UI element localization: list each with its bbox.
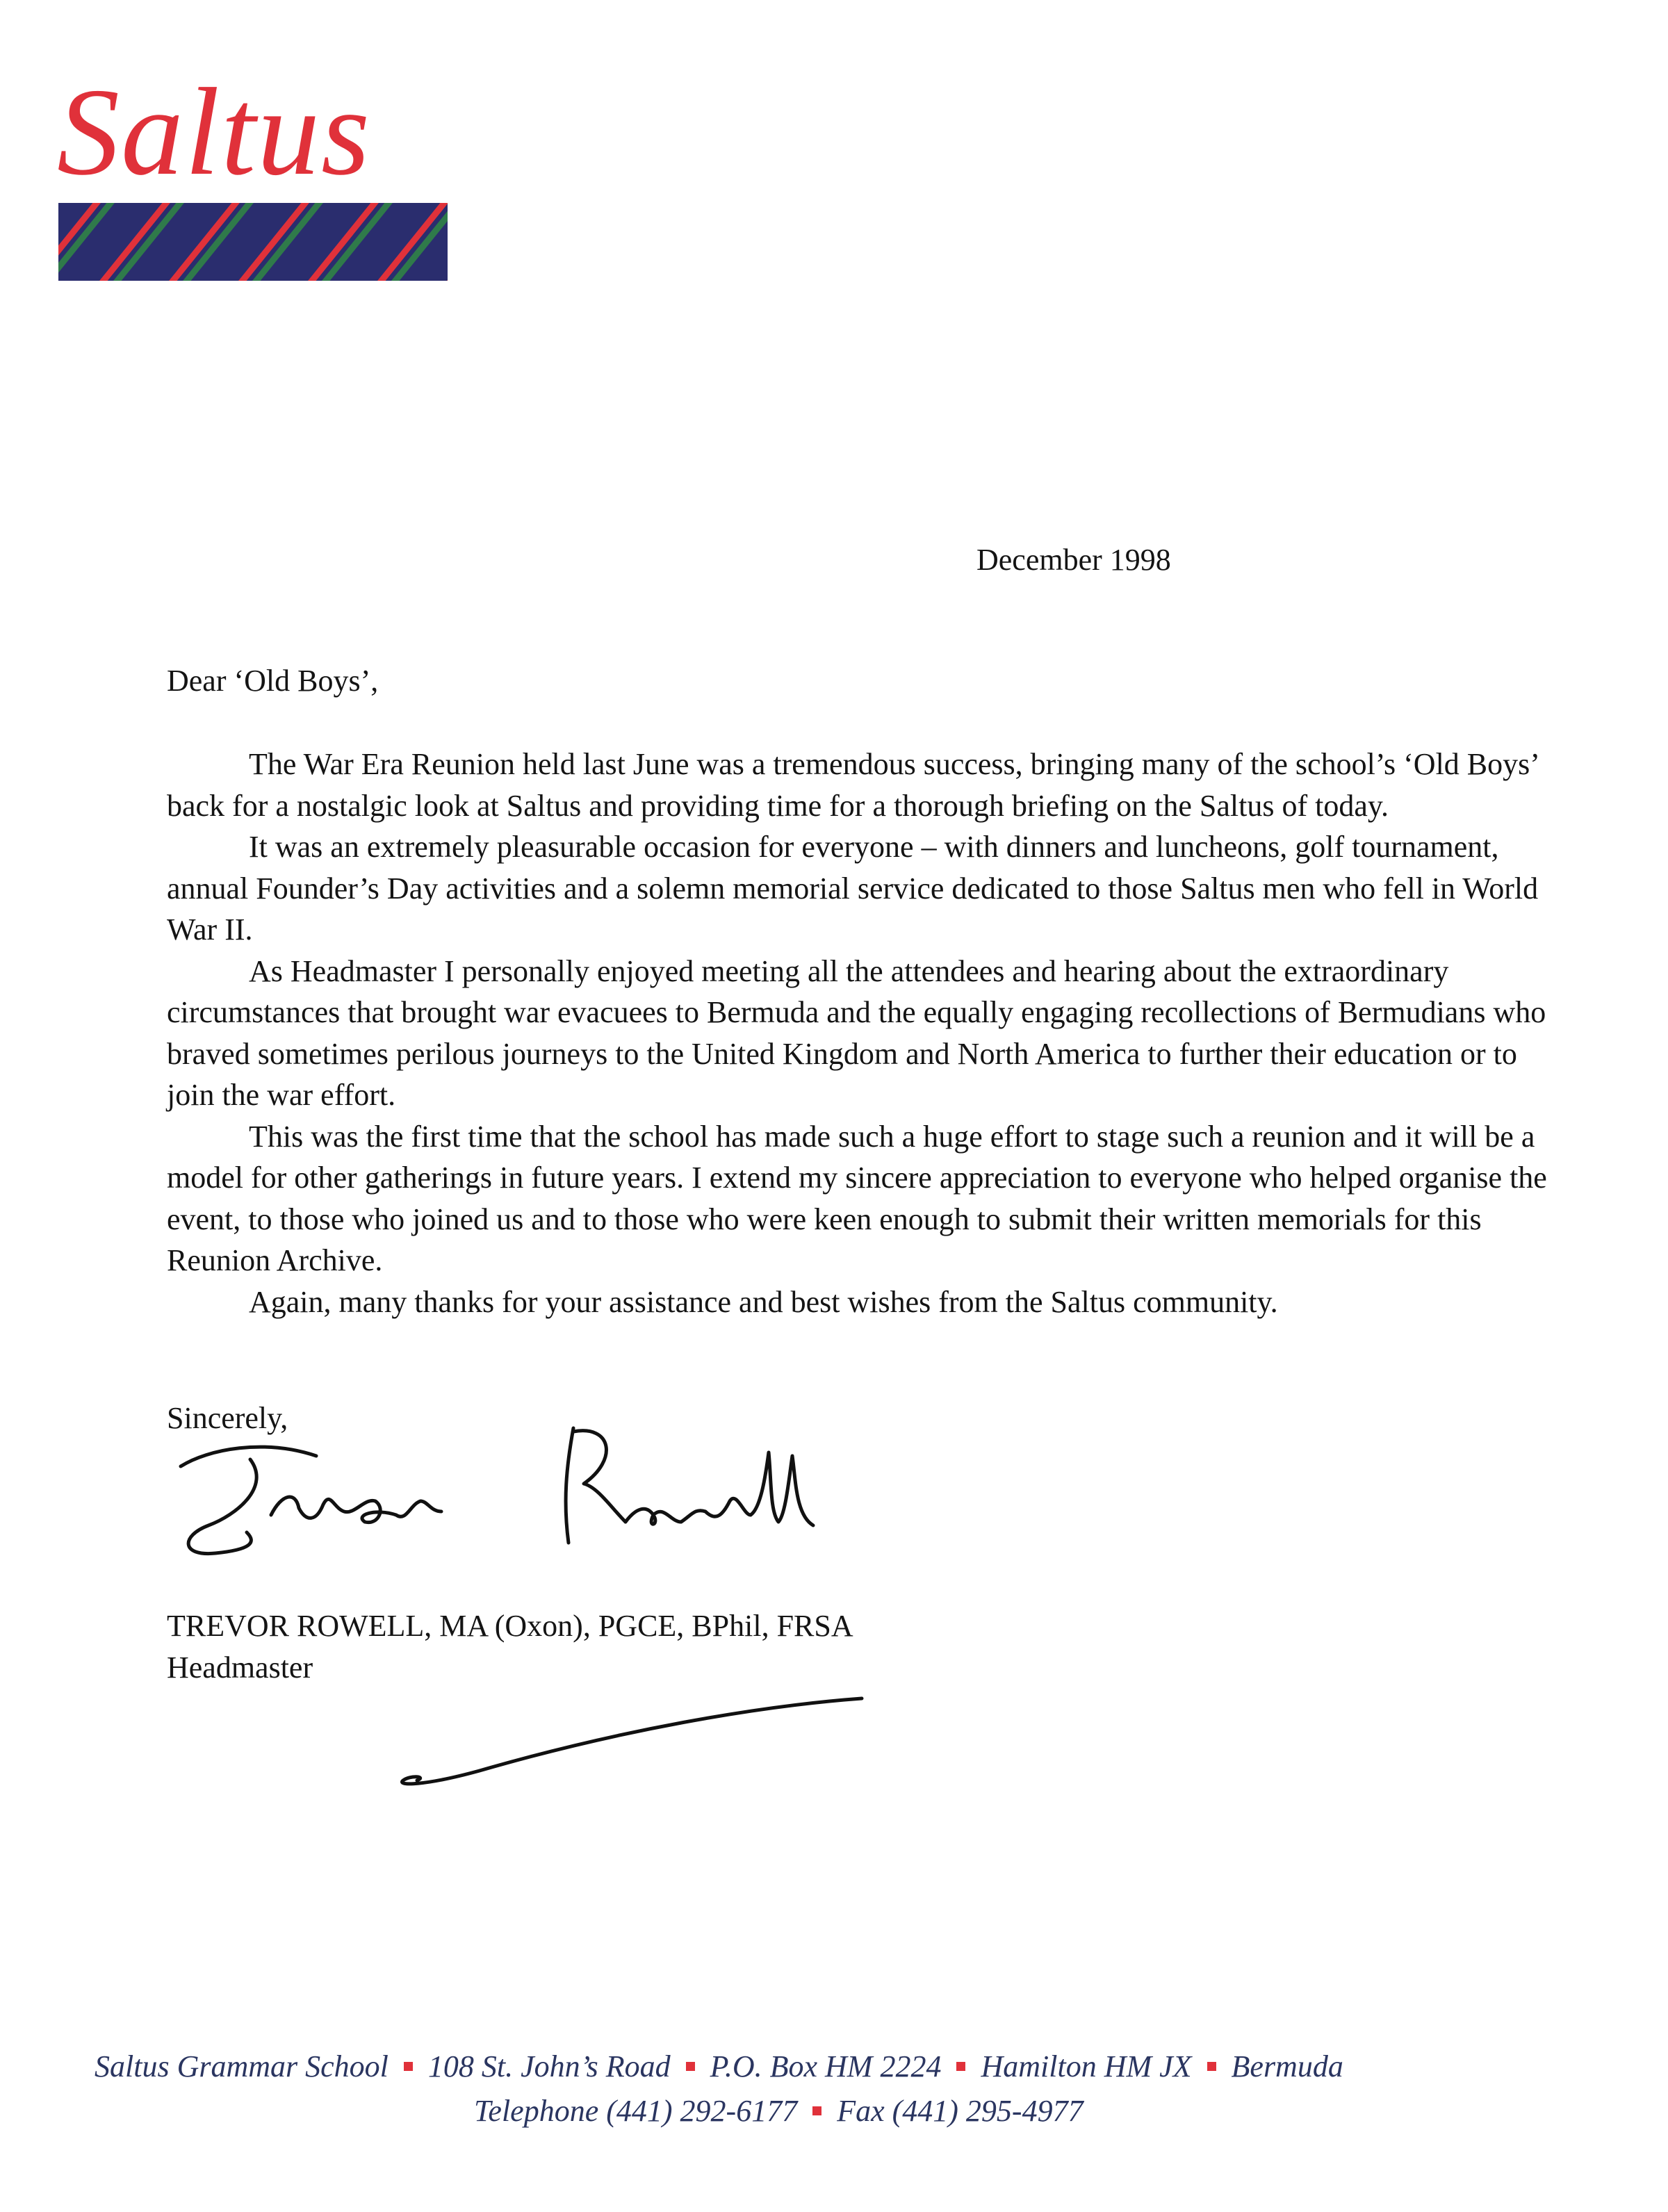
footer-address-line xyxy=(95,2045,1343,2089)
paragraph: Again, many thanks for your assistance and best wishes from the Saltus community. xyxy=(249,1284,1278,1319)
bullet-separator-icon xyxy=(956,2062,965,2071)
signer-name: TREVOR ROWELL, MA (Oxon), PGCE, BPhil, FRSA xyxy=(167,1609,853,1643)
salutation: Dear ‘Old Boys’, xyxy=(167,664,379,698)
paragraph: The War Era Reunion held last June was a tremendous success, bringing many of the school’s ‘Old Boys’ back for a nostalgic look at Saltus and providing time for a thorough briefing on the Saltus of today. xyxy=(167,747,1538,823)
handwritten-signature-icon xyxy=(167,1411,897,1584)
school-logo-wordmark: Saltus xyxy=(57,63,372,201)
letter-date: December 1998 xyxy=(976,543,1171,577)
footer-contact-line xyxy=(474,2089,1084,2133)
paragraph: As Headmaster I personally enjoyed meeting all the attendees and hearing about the extraordinary circumstances that brought war evacuees to Bermuda and the equally engaging recollections of Bermudians who braved sometimes perilous journeys to the United Kingdom and North America to further their education or to join the war effort. xyxy=(167,953,1546,1112)
paragraph: This was the first time that the school has made such a huge effort to stage such a reunion and it will be a model for other gatherings in future years. I extend my sincere appreciation to everyone who helped organise the event, to those who joined us and to those who were keen enough to submit their written memorials for this Reunion Archive. xyxy=(167,1119,1547,1277)
bullet-separator-icon xyxy=(812,2106,821,2115)
footer-street: 108 St. John’s Road xyxy=(427,2049,671,2083)
paragraph: It was an extremely pleasurable occasion for everyone – with dinners and luncheons, golf tournament, annual Founder’s Day activities and a solemn memorial service dedicated to those Saltus men who fell in World War II. xyxy=(167,830,1539,947)
footer-city: Hamilton HM JX xyxy=(981,2049,1192,2083)
bullet-separator-icon xyxy=(1207,2062,1216,2071)
initial-stroke-icon xyxy=(396,1689,883,1807)
footer-school: Saltus Grammar School xyxy=(95,2049,389,2083)
footer-telephone: Telephone (441) 292-6177 xyxy=(474,2094,798,2128)
bullet-separator-icon xyxy=(686,2062,695,2071)
closing: Sincerely, xyxy=(167,1401,288,1435)
signer-block xyxy=(167,1605,853,1689)
letter-body xyxy=(167,744,1553,1322)
signer-title: Headmaster xyxy=(167,1650,313,1685)
footer-fax: Fax (441) 295-4977 xyxy=(837,2094,1084,2128)
striped-band-logo xyxy=(58,203,448,281)
bullet-separator-icon xyxy=(404,2062,413,2071)
footer-country: Bermuda xyxy=(1231,2049,1343,2083)
footer-po-box: P.O. Box HM 2224 xyxy=(710,2049,942,2083)
